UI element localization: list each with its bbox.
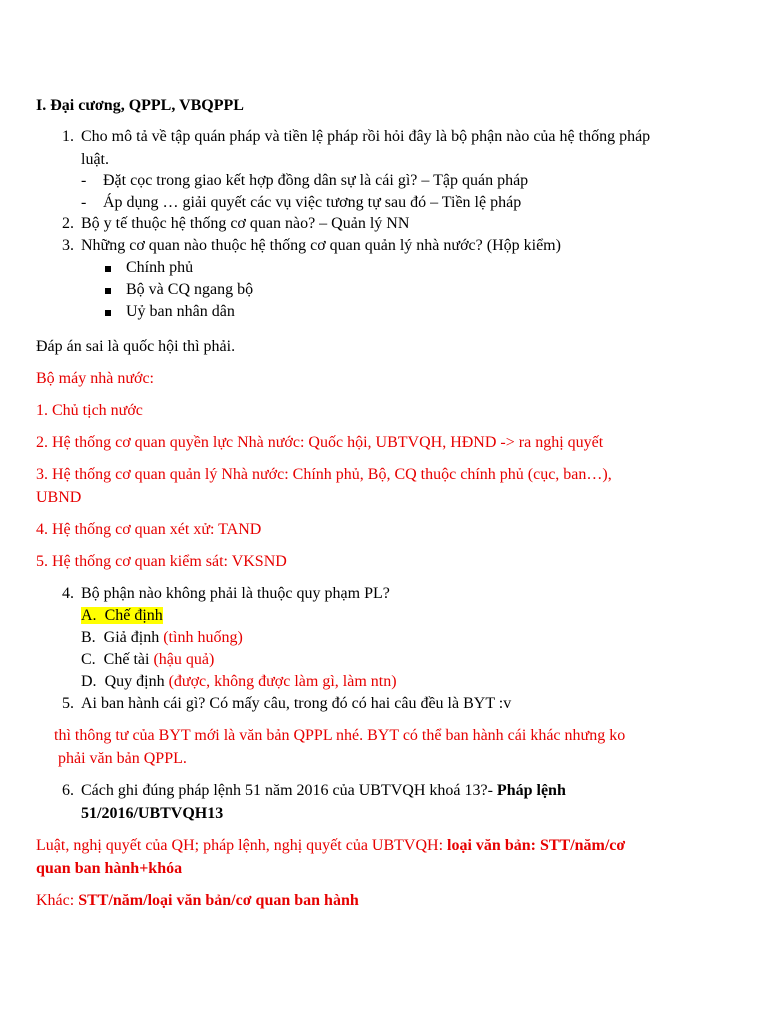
q4-text: Bộ phận nào không phải là thuộc quy phạm PL? (81, 585, 390, 602)
q3-number: 3. (62, 237, 74, 254)
q3-text: Những cơ quan nào thuộc hệ thống cơ quan quản lý nhà nước? (Hộp kiểm) (81, 237, 561, 254)
option-label: C. (81, 651, 96, 668)
q6-answer-line2: 51/2016/UBTVQH13 (81, 805, 224, 822)
q4-option-c (81, 650, 214, 670)
q6-question: Cách ghi đúng pháp lệnh 51 năm 2016 của UBTVQH khoá 13?- (81, 782, 497, 799)
q4-number: 4. (62, 585, 74, 602)
q4-option-a (81, 606, 163, 626)
q1-text-line2: luật. (81, 151, 109, 168)
rule2-bold: STT/năm/loại văn bản/cơ quan ban hành (78, 892, 359, 909)
q3-item: Uỷ ban nhân dân (126, 303, 235, 320)
q5-note-line1: thì thông tư của BYT mới là văn bản QPPL nhé. BYT có thể ban hành cái khác nhưng ko (54, 727, 626, 744)
bmnn-line: 3. Hệ thống cơ quan quản lý Nhà nước: Chính phủ, Bộ, CQ thuộc chính phủ (cục, ban…), (36, 466, 612, 483)
q3-item: Chính phủ (126, 259, 194, 276)
option-label: A. (81, 607, 97, 624)
rule1-bold: loại văn bản: STT/năm/cơ (447, 837, 626, 854)
square-bullet-icon (105, 310, 111, 316)
rule2-line (36, 891, 359, 911)
q6-text (81, 781, 566, 801)
q6-answer: Pháp lệnh (496, 782, 566, 799)
option-label: B. (81, 629, 96, 646)
bmnn-line: 5. Hệ thống cơ quan kiểm sát: VKSND (36, 553, 287, 570)
section-heading: I. Đại cương, QPPL, VBQPPL (36, 97, 244, 114)
dash-bullet: - (81, 194, 87, 211)
dash-bullet: - (81, 172, 87, 189)
q2-text: Bộ y tế thuộc hệ thống cơ quan nào? – Quản lý NN (81, 215, 410, 232)
square-bullet-icon (105, 266, 111, 272)
q1-text-line1: Cho mô tả về tập quán pháp và tiền lệ pháp rồi hỏi đây là bộ phận nào của hệ thống pháp (81, 128, 651, 145)
option-note: (hậu quả) (153, 651, 215, 668)
option-note: (tình huống) (163, 629, 243, 646)
option-text: Chế định (104, 607, 163, 624)
q5-text: Ai ban hành cái gì? Có mấy câu, trong đó có hai câu đều là BYT :v (81, 695, 512, 712)
rule1-line1 (36, 836, 625, 856)
rule1-text: Luật, nghị quyết của QH; pháp lệnh, nghị quyết của UBTVQH: (36, 837, 448, 854)
q1-sub-item-2: Áp dụng … giải quyết các vụ việc tương tự sau đó – Tiền lệ pháp (103, 194, 522, 211)
bmnn-line: 1. Chủ tịch nước (36, 402, 143, 419)
option-a-highlight (81, 607, 163, 624)
q3-item: Bộ và CQ ngang bộ (126, 281, 254, 298)
q4-option-d (81, 672, 397, 692)
bmnn-title: Bộ máy nhà nước: (36, 370, 154, 387)
answer-note: Đáp án sai là quốc hội thì phải. (36, 338, 236, 355)
bmnn-line: 4. Hệ thống cơ quan xét xử: TAND (36, 521, 262, 538)
bmnn-line: 2. Hệ thống cơ quan quyền lực Nhà nước: Quốc hội, UBTVQH, HĐND -> ra nghị quyết (36, 434, 604, 451)
option-text: Chế tài (103, 651, 154, 668)
option-text: Giả định (103, 629, 164, 646)
q6-number: 6. (62, 782, 74, 799)
q1-sub-item-1: Đặt cọc trong giao kết hợp đồng dân sự là cái gì? – Tập quán pháp (103, 172, 529, 189)
option-label: D. (81, 673, 97, 690)
q5-number: 5. (62, 695, 74, 712)
square-bullet-icon (105, 288, 111, 294)
bmnn-line: UBND (36, 489, 82, 506)
q1-number: 1. (62, 128, 74, 145)
rule1-line2: quan ban hành+khóa (36, 860, 183, 877)
q4-option-b (81, 628, 243, 648)
option-text: Quy định (104, 673, 169, 690)
option-note: (được, không được làm gì, làm ntn) (168, 673, 397, 690)
rule2-text: Khác: (36, 892, 79, 909)
q2-number: 2. (62, 215, 74, 232)
q5-note-line2: phải văn bản QPPL. (58, 750, 187, 767)
